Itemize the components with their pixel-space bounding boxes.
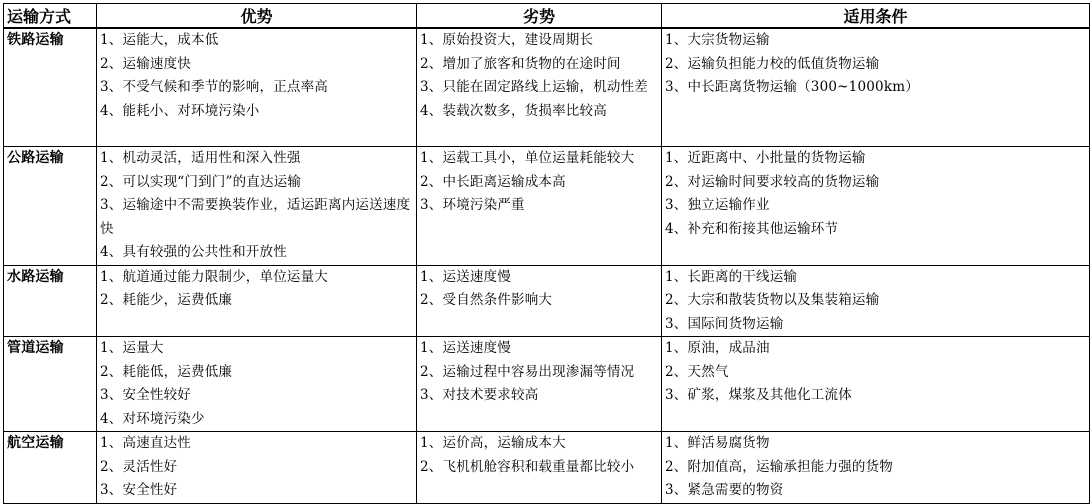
list-item: 1、运价高，运输成本大 [420,435,566,451]
list-item: 1、近距离中、小批量的货物运输 [665,150,866,166]
list-item: 2、可以实现“门到门”的直达运输 [100,173,302,190]
disadvantages-cell [417,265,662,337]
table-row [4,147,1090,266]
header-mode: 运输方式 [4,4,97,29]
header-disadvantages: 劣势 [417,4,662,29]
header-row [4,4,1090,29]
table-row [4,432,1090,504]
list-item: 2、运输速度快 [100,55,191,72]
list-item: 3、运输途中不需要换装作业，适运距离内运送速度快 [100,197,411,237]
list-item: 1、鲜活易腐货物 [665,435,770,451]
list-item: 4、装载次数多，货损率比较高 [420,102,607,119]
list-item: 3、独立运输作业 [665,197,770,213]
mode-cell: 管道运输 [4,337,97,432]
list-item: 2、飞机机舱容积和载重量都比较小 [420,458,635,475]
list-item: 1、原油，成品油 [665,340,770,356]
list-item: 1、运送速度慢 [420,268,511,285]
list-item: 3、中长距离货物运输（300~1000km） [665,79,919,95]
table-row [4,337,1090,432]
list-item: 2、附加值高，运输承担能力强的货物 [665,458,893,475]
advantages-cell [97,28,417,147]
list-item: 4、能耗小、对环境污染小 [100,102,260,119]
list-item: 3、紧急需要的物资 [665,482,784,498]
list-item: 1、运能大，成本低 [100,32,219,48]
list-item: 2、运输过程中容易出现渗漏等情况 [420,363,635,380]
conditions-cell [662,432,1090,504]
list-item: 1、机动灵活，适用性和深入性强 [100,150,301,166]
mode-cell: 水路运输 [4,265,97,337]
advantages-cell [97,265,417,337]
list-item: 2、受自然条件影响大 [420,292,553,308]
list-item: 1、长距离的干线运输 [665,268,798,285]
disadvantages-cell [417,337,662,432]
list-item: 2、增加了旅客和货物的在途时间 [420,55,621,72]
conditions-cell [662,28,1090,147]
list-item: 2、耗能低，运费低廉 [100,363,233,380]
list-item: 4、具有较强的公共性和开放性 [100,244,287,260]
disadvantages-cell [417,28,662,147]
list-item: 3、安全性好 [100,482,178,498]
list-item: 1、大宗货物运输 [665,32,770,48]
list-item: 2、灵活性好 [100,458,178,475]
conditions-cell [662,265,1090,337]
list-item: 2、大宗和散装货物以及集装箱运输 [665,292,880,308]
table-row [4,28,1090,147]
disadvantages-cell [417,432,662,504]
header-advantages: 优势 [97,4,417,29]
list-item: 3、矿浆，煤浆及其他化工流体 [665,387,852,403]
advantages-cell [97,432,417,504]
mode-cell: 公路运输 [4,147,97,266]
list-item: 1、航道通过能力限制少，单位运量大 [100,268,328,285]
list-item: 1、高速直达性 [100,435,191,451]
list-item: 4、补充和衔接其他运输环节 [665,220,839,237]
list-item: 2、运输负担能力校的低值货物运输 [665,55,880,72]
list-item: 2、天然气 [665,363,729,380]
list-item: 1、运载工具小，单位运量耗能较大 [420,150,635,166]
list-item: 3、国际间货物运输 [665,315,784,332]
disadvantages-cell [417,147,662,266]
advantages-cell [97,147,417,266]
list-item: 3、只能在固定路线上运输，机动性差 [420,79,648,95]
list-item: 1、运量大 [100,340,164,356]
list-item: 2、中长距离运输成本高 [420,173,566,190]
conditions-cell [662,337,1090,432]
list-item: 2、对运输时间要求较高的货物运输 [665,173,880,190]
list-item: 3、不受气候和季节的影响，正点率高 [100,79,328,95]
transport-comparison-table [3,3,1090,504]
list-item: 2、耗能少，运费低廉 [100,292,233,308]
list-item: 1、原始投资大，建设周期长 [420,32,594,48]
mode-cell: 航空运输 [4,432,97,504]
mode-cell: 铁路运输 [4,28,97,147]
list-item: 1、运送速度慢 [420,340,511,356]
list-item: 3、对技术要求较高 [420,387,539,403]
list-item: 3、环境污染严重 [420,197,525,213]
conditions-cell [662,147,1090,266]
table-row [4,265,1090,337]
advantages-cell [97,337,417,432]
header-conditions: 适用条件 [662,4,1090,29]
list-item: 4、对环境污染少 [100,410,205,427]
list-item: 3、安全性较好 [100,387,191,403]
